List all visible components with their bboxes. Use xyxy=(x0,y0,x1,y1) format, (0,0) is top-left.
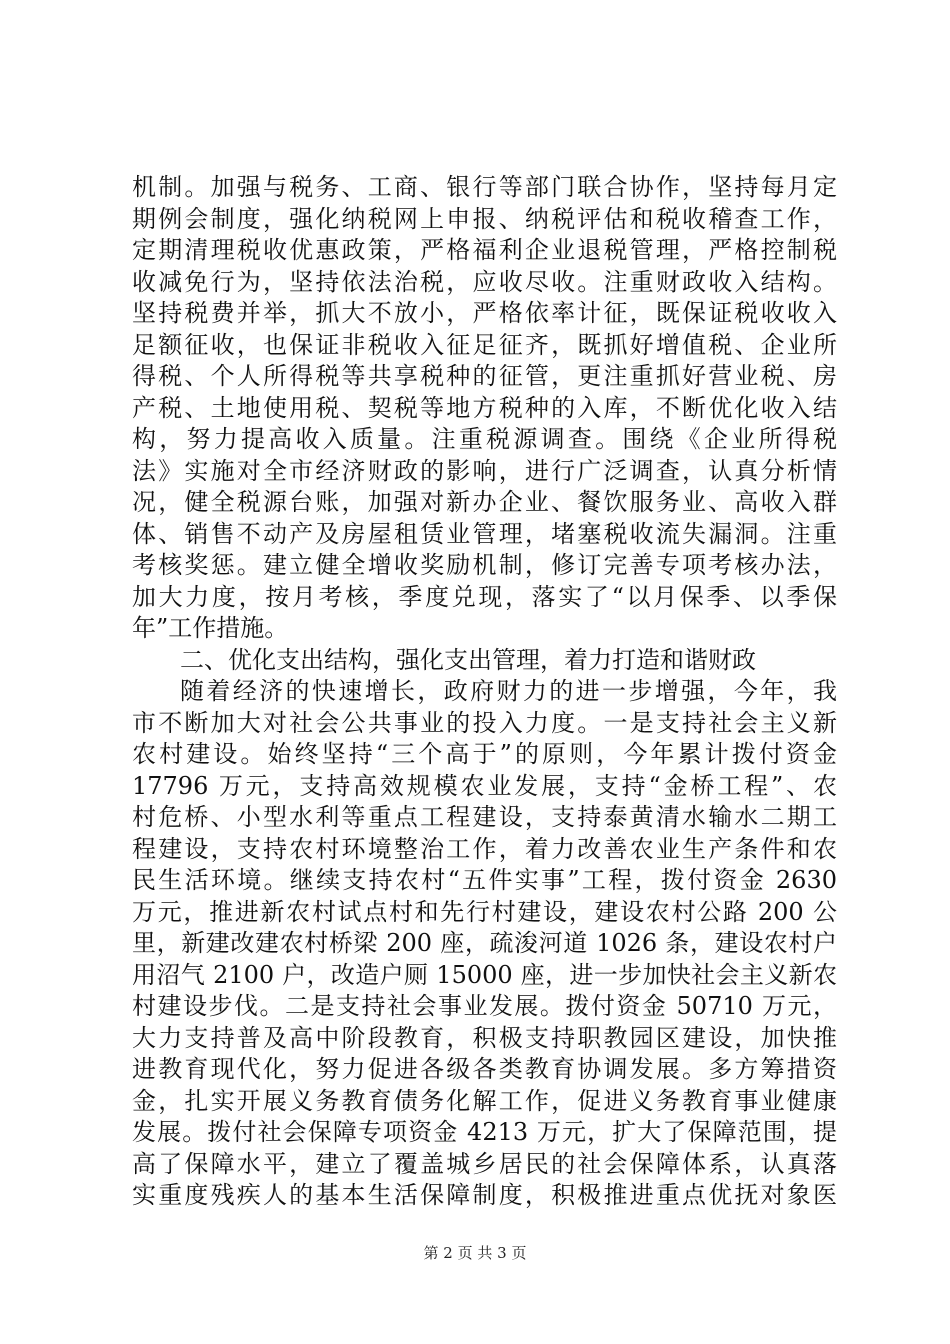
text-line: 用沼气 2100 户，改造户厕 15000 座，进一步加快社会主义新农 xyxy=(132,960,837,989)
text-line: 民生活环境。继续支持农村“五件实事”工程，拨付资金 2630 xyxy=(132,866,837,894)
text-line: 法》实施对全市经济财政的影响，进行广泛调查，认真分析情 xyxy=(132,456,837,485)
text-line: 机制。加强与税务、工商、银行等部门联合协作，坚持每月定 xyxy=(132,173,837,201)
text-line: 里，新建改建农村桥梁 200 座，疏浚河道 1026 条，建设农村户 xyxy=(132,929,837,957)
text-line: 期例会制度，强化纳税网上申报、纳税评估和税收稽查工作， xyxy=(132,204,837,233)
text-line: 产税、土地使用税、契税等地方税种的入库，不断优化收入结 xyxy=(132,393,837,422)
text-line: 大力支持普及高中阶段教育，积极支持职教园区建设，加快推 xyxy=(132,1023,837,1052)
text-line: 程建设，支持农村环境整治工作，着力改善农业生产条件和农 xyxy=(132,834,837,863)
text-line: 坚持税费并举，抓大不放小，严格依率计征，既保证税收收入 xyxy=(132,299,837,327)
text-line: 构，努力提高收入质量。注重税源调查。围绕《企业所得税 xyxy=(132,425,837,453)
text-line: 进教育现代化，努力促进各级各类教育协调发展。多方筹措资 xyxy=(132,1055,837,1083)
text-line: 高了保障水平，建立了覆盖城乡居民的社会保障体系，认真落 xyxy=(132,1149,837,1178)
text-line: 体、销售不动产及房屋租赁业管理，堵塞税收流失漏洞。注重 xyxy=(132,519,837,548)
text-line: 发展。拨付社会保障专项资金 4213 万元，扩大了保障范围，提 xyxy=(132,1118,837,1146)
text-line: 实重度残疾人的基本生活保障制度，积极推进重点优抚对象医 xyxy=(132,1181,837,1209)
text-line: 况，健全税源台账，加强对新办企业、餐饮服务业、高收入群 xyxy=(132,488,837,516)
text-line: 随着经济的快速增长，政府财力的进一步增强，今年，我 xyxy=(180,677,837,705)
document-body xyxy=(132,172,837,1212)
text-line: 收减免行为，坚持依法治税，应收尽收。注重财政收入结构。 xyxy=(132,267,837,296)
text-line: 村建设步伐。二是支持社会事业发展。拨付资金 50710 万元， xyxy=(132,992,837,1020)
text-line: 农村建设。始终坚持“三个高于”的原则，今年累计拨付资金 xyxy=(132,740,837,768)
text-line: 17796 万元，支持高效规模农业发展，支持“金桥工程”、农 xyxy=(132,771,837,800)
text-line: 年”工作措施。 xyxy=(132,614,289,642)
text-line: 村危桥、小型水利等重点工程建设，支持泰黄清水输水二期工 xyxy=(132,803,837,831)
text-line: 足额征收，也保证非税收入征足征齐，既抓好增值税、企业所 xyxy=(132,330,837,359)
section-heading: 二、优化支出结构，强化支出管理，着力打造和谐财政 xyxy=(180,645,756,674)
text-line: 市不断加大对社会公共事业的投入力度。一是支持社会主义新 xyxy=(132,708,837,737)
text-line: 万元，推进新农村试点村和先行村建设，建设农村公路 200 公 xyxy=(132,897,837,926)
page-footer: 第 2 页 共 3 页 xyxy=(423,1244,527,1262)
text-line: 加大力度，按月考核，季度兑现，落实了“以月保季、以季保 xyxy=(132,582,837,611)
text-line: 考核奖惩。建立健全增收奖励机制，修订完善专项考核办法， xyxy=(132,551,837,579)
text-line: 定期清理税收优惠政策，严格福利企业退税管理，严格控制税 xyxy=(132,236,837,264)
text-line: 金，扎实开展义务教育债务化解工作，促进义务教育事业健康 xyxy=(132,1086,837,1115)
text-line: 得税、个人所得税等共享税种的征管，更注重抓好营业税、房 xyxy=(132,362,837,390)
